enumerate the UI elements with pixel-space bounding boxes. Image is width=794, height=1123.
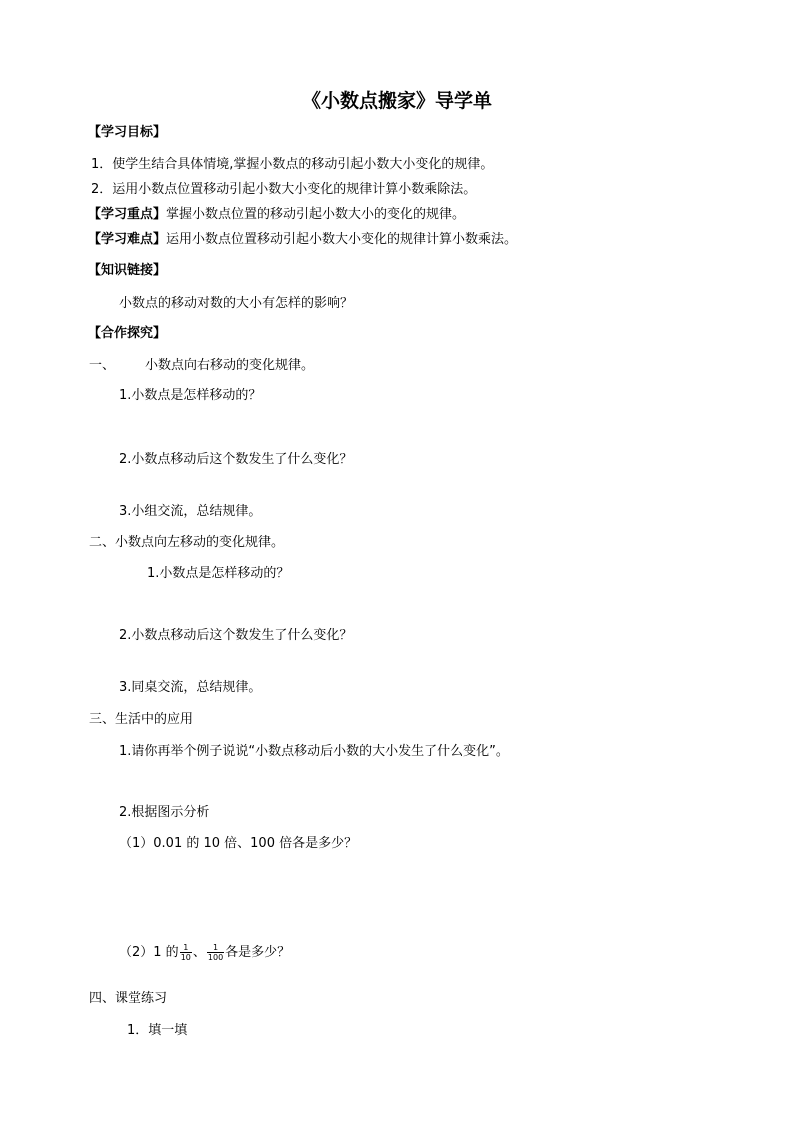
objective-1: 1．使学生结合具体情境,掌握小数点的移动引起小数大小变化的规律。 bbox=[91, 157, 494, 172]
section3-q2a: （1）0.01 的 10 倍、100 倍各是多少？ bbox=[119, 836, 358, 851]
section3-q1: 1.请你再举个例子说说“小数点移动后小数的大小发生了什么变化”。 bbox=[119, 744, 509, 759]
section4-q1: 1．填一填 bbox=[127, 1023, 188, 1038]
knowledge-text: 小数点的移动对数的大小有怎样的影响？ bbox=[119, 296, 354, 311]
fraction-denominator: 100 bbox=[207, 953, 224, 962]
q2b-suffix: 各是多少？ bbox=[225, 945, 291, 960]
key-point-text: 掌握小数点位置的移动引起小数大小的变化的规律。 bbox=[166, 207, 466, 222]
section2-q2: 2.小数点移动后这个数发生了什么变化？ bbox=[119, 628, 353, 643]
key-point-label: 【学习重点】 bbox=[88, 207, 167, 222]
explore-heading: 【合作探究】 bbox=[88, 326, 167, 341]
fraction-numerator: 1 bbox=[180, 943, 192, 953]
section2-q1: 1.小数点是怎样移动的？ bbox=[147, 566, 290, 581]
section1-q3: 3.小组交流，总结规律。 bbox=[119, 504, 262, 519]
section1-q2: 2.小数点移动后这个数发生了什么变化？ bbox=[119, 452, 353, 467]
objectives-heading: 【学习目标】 bbox=[88, 125, 167, 140]
fraction-denominator: 10 bbox=[180, 953, 191, 962]
fraction-numerator: 1 bbox=[207, 943, 224, 953]
section1-title: 小数点向右移动的变化规律。 bbox=[145, 358, 315, 373]
q2b-prefix: （2）1 的 bbox=[119, 945, 179, 960]
section2-q3: 3.同桌交流，总结规律。 bbox=[119, 680, 262, 695]
section3-q2b bbox=[119, 941, 290, 965]
difficulty-label: 【学习难点】 bbox=[88, 232, 167, 247]
fraction-one-tenth bbox=[180, 943, 192, 962]
section4-title: 四、课堂练习 bbox=[89, 991, 168, 1006]
page-title: 《小数点搬家》导学单 bbox=[301, 90, 492, 112]
section1-number: 一、 bbox=[89, 358, 116, 373]
key-point bbox=[88, 206, 465, 224]
fraction-one-hundredth bbox=[207, 943, 224, 962]
objective-2: 2．运用小数点位置移动引起小数大小变化的规律计算小数乘除法。 bbox=[91, 182, 477, 197]
difficulty bbox=[88, 231, 517, 249]
section3-title: 三、生活中的应用 bbox=[89, 712, 194, 727]
section3-q2: 2.根据图示分析 bbox=[119, 805, 210, 820]
section2-title: 二、小数点向左移动的变化规律。 bbox=[89, 535, 285, 550]
knowledge-heading: 【知识链接】 bbox=[88, 263, 167, 278]
q2b-separator: 、 bbox=[192, 945, 206, 960]
difficulty-text: 运用小数点位置移动引起小数大小变化的规律计算小数乘法。 bbox=[166, 232, 518, 247]
section1-q1: 1.小数点是怎样移动的？ bbox=[119, 388, 262, 403]
